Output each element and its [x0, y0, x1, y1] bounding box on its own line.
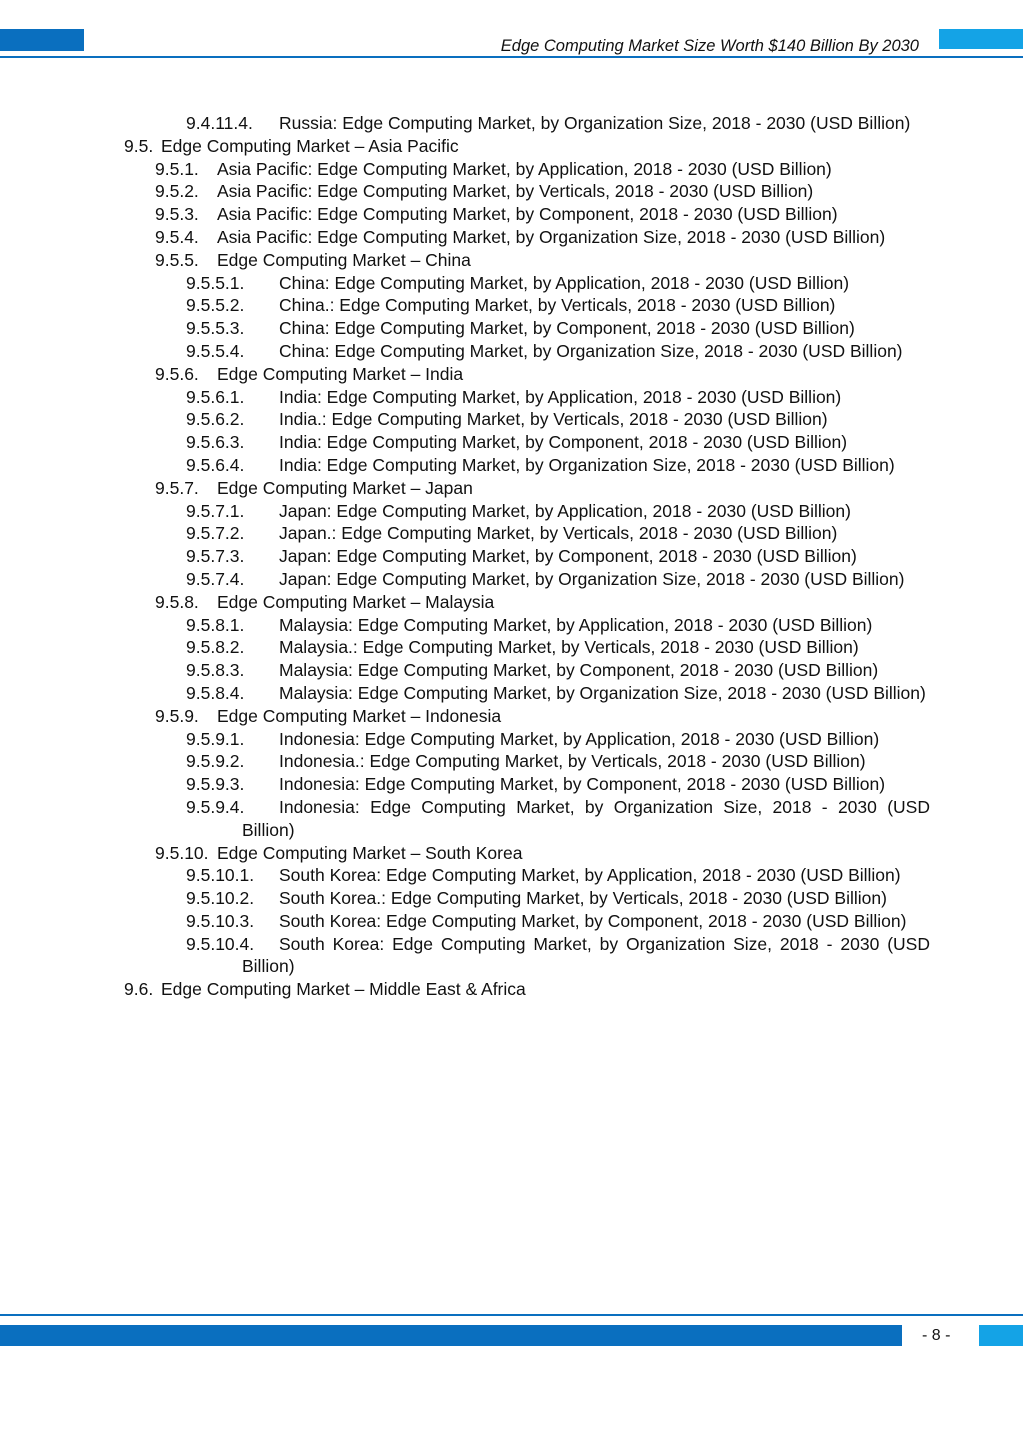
toc-entry-text: South Korea: Edge Computing Market, by Organization Size, 2018 - 2030 (USD Billion) — [242, 933, 930, 977]
toc-entry-text: Edge Computing Market – India — [217, 363, 464, 384]
toc-entry-number: 9.5.5.4. — [186, 340, 245, 361]
toc-entry — [0, 363, 1023, 386]
toc-entry-number: 9.5.6.4. — [186, 454, 245, 475]
toc-entry-number: 9.5.6. — [155, 363, 199, 384]
header-rule — [0, 56, 1023, 58]
toc-entry-number: 9.5.8.4. — [186, 682, 245, 703]
toc-entry — [0, 773, 1023, 796]
toc-entry — [0, 317, 1023, 340]
toc-entry-number: 9.5.6.3. — [186, 432, 245, 453]
toc-entry-number: 9.5.7.2. — [186, 523, 245, 544]
toc-entry-text: China: Edge Computing Market, by Organization Size, 2018 - 2030 (USD Billion) — [279, 340, 903, 361]
toc-entry-number: 9.5.1. — [155, 158, 199, 179]
toc-entry-number: 9.5.9.1. — [186, 728, 245, 749]
toc-entry — [0, 203, 1023, 226]
toc-entry — [0, 180, 1023, 203]
toc-entry-text: Asia Pacific: Edge Computing Market, by Organization Size, 2018 - 2030 (USD Billion) — [217, 226, 886, 247]
toc-entry — [0, 477, 1023, 500]
page-number: - 8 - — [922, 1327, 951, 1344]
toc-entry-text: Indonesia: Edge Computing Market, by Component, 2018 - 2030 (USD Billion) — [279, 774, 886, 795]
toc-entry — [0, 591, 1023, 614]
toc-entry — [0, 408, 1023, 431]
header-accent-bar-left — [0, 29, 84, 51]
toc-entry-number: 9.5.3. — [155, 204, 199, 225]
toc-entry — [0, 135, 1023, 158]
toc-entry-number: 9.5.6.2. — [186, 409, 245, 430]
toc-entry-text: Edge Computing Market – Malaysia — [217, 591, 495, 612]
toc-entry-number: 9.5.5.1. — [186, 272, 245, 293]
toc-entry-text: Asia Pacific: Edge Computing Market, by Verticals, 2018 - 2030 (USD Billion) — [217, 181, 814, 202]
toc-entry-number: 9.5.8. — [155, 591, 199, 612]
toc-entry-number: 9.5.10. — [155, 842, 209, 863]
toc-entry — [0, 864, 1023, 887]
table-of-contents — [0, 112, 1023, 1001]
footer-rule — [0, 1314, 1023, 1316]
toc-entry-text: South Korea: Edge Computing Market, by Application, 2018 - 2030 (USD Billion) — [279, 865, 901, 886]
toc-entry-number: 9.5.5.3. — [186, 318, 245, 339]
toc-entry-number: 9.5.9.2. — [186, 751, 245, 772]
toc-entry-text: Malaysia: Edge Computing Market, by Component, 2018 - 2030 (USD Billion) — [279, 660, 879, 681]
toc-entry-text: Malaysia.: Edge Computing Market, by Verticals, 2018 - 2030 (USD Billion) — [279, 637, 859, 658]
toc-entry-text: Edge Computing Market – China — [217, 249, 471, 270]
toc-entry — [0, 682, 1023, 705]
toc-entry-text: Edge Computing Market – South Korea — [217, 842, 523, 863]
toc-entry-text: India: Edge Computing Market, by Organization Size, 2018 - 2030 (USD Billion) — [279, 454, 895, 475]
toc-entry — [0, 522, 1023, 545]
toc-entry — [0, 500, 1023, 523]
footer-accent-band — [0, 1325, 902, 1346]
toc-entry — [0, 659, 1023, 682]
toc-entry — [0, 545, 1023, 568]
toc-entry-text: India: Edge Computing Market, by Application, 2018 - 2030 (USD Billion) — [279, 386, 842, 407]
toc-entry-text: China: Edge Computing Market, by Component, 2018 - 2030 (USD Billion) — [279, 318, 855, 339]
toc-entry — [0, 294, 1023, 317]
toc-entry-text: Asia Pacific: Edge Computing Market, by Application, 2018 - 2030 (USD Billion) — [217, 158, 832, 179]
toc-entry — [0, 454, 1023, 477]
toc-entry — [0, 728, 1023, 751]
toc-entry-text: Edge Computing Market – Middle East & Africa — [161, 979, 526, 1000]
toc-entry-number: 9.5.10.2. — [186, 888, 255, 909]
toc-entry-number: 9.5.7.4. — [186, 568, 245, 589]
toc-entry-number: 9.5. — [124, 135, 154, 156]
toc-entry — [0, 910, 1023, 933]
toc-entry-number: 9.5.7.3. — [186, 546, 245, 567]
toc-entry-text: Japan: Edge Computing Market, by Application, 2018 - 2030 (USD Billion) — [279, 500, 851, 521]
toc-entry-text: Edge Computing Market – Indonesia — [217, 705, 502, 726]
toc-entry-text: China.: Edge Computing Market, by Verticals, 2018 - 2030 (USD Billion) — [279, 295, 836, 316]
header-accent-bar-right — [939, 29, 1023, 49]
toc-entry-text: China: Edge Computing Market, by Application, 2018 - 2030 (USD Billion) — [279, 272, 850, 293]
header-title: Edge Computing Market Size Worth $140 Billion By 2030 — [500, 37, 919, 55]
toc-entry-number: 9.6. — [124, 979, 154, 1000]
toc-entry — [0, 614, 1023, 637]
toc-entry-number: 9.5.9.3. — [186, 774, 245, 795]
toc-entry — [0, 842, 1023, 865]
toc-entry — [0, 249, 1023, 272]
footer-accent-block-right — [979, 1325, 1023, 1346]
toc-entry-number: 9.5.2. — [155, 181, 199, 202]
toc-entry — [0, 887, 1023, 910]
toc-entry-text: Russia: Edge Computing Market, by Organization Size, 2018 - 2030 (USD Billion) — [279, 113, 911, 133]
toc-entry-text: South Korea.: Edge Computing Market, by Verticals, 2018 - 2030 (USD Billion) — [279, 888, 887, 909]
toc-entry-number: 9.5.7.1. — [186, 500, 245, 521]
toc-entry-number: 9.5.5.2. — [186, 295, 245, 316]
toc-entry-text: Edge Computing Market – Asia Pacific — [161, 135, 459, 156]
toc-entry — [0, 272, 1023, 295]
toc-entry-text: Edge Computing Market – Japan — [217, 477, 473, 498]
toc-entry-number: 9.5.9. — [155, 705, 199, 726]
toc-entry — [0, 796, 1023, 842]
toc-entry-number: 9.5.8.1. — [186, 614, 245, 635]
toc-entry-text: Japan: Edge Computing Market, by Organization Size, 2018 - 2030 (USD Billion) — [279, 568, 905, 589]
toc-entry-number: 9.4.11.4. — [186, 113, 253, 133]
toc-entry-number: 9.5.8.3. — [186, 660, 245, 681]
toc-entry — [0, 933, 1023, 979]
toc-entry — [0, 112, 1023, 135]
toc-entry-number: 9.5.10.1. — [186, 865, 255, 886]
toc-entry — [0, 226, 1023, 249]
toc-entry — [0, 340, 1023, 363]
toc-entry-number: 9.5.5. — [155, 249, 199, 270]
toc-entry-text: Indonesia: Edge Computing Market, by Organization Size, 2018 - 2030 (USD Billion) — [242, 796, 930, 840]
toc-entry-text: India.: Edge Computing Market, by Verticals, 2018 - 2030 (USD Billion) — [279, 409, 828, 430]
toc-entry — [0, 158, 1023, 181]
toc-entry — [0, 750, 1023, 773]
toc-entry-text: Indonesia.: Edge Computing Market, by Verticals, 2018 - 2030 (USD Billion) — [279, 751, 866, 772]
toc-entry-number: 9.5.10.4. — [186, 933, 255, 954]
toc-entry-number: 9.5.6.1. — [186, 386, 245, 407]
toc-entry-text: Asia Pacific: Edge Computing Market, by Component, 2018 - 2030 (USD Billion) — [217, 204, 838, 225]
toc-entry-text: Malaysia: Edge Computing Market, by Organization Size, 2018 - 2030 (USD Billion) — [279, 682, 926, 703]
toc-entry-text: Indonesia: Edge Computing Market, by Application, 2018 - 2030 (USD Billion) — [279, 728, 880, 749]
toc-entry — [0, 978, 1023, 1001]
toc-entry — [0, 568, 1023, 591]
toc-entry-number: 9.5.4. — [155, 226, 199, 247]
toc-entry-number: 9.5.8.2. — [186, 637, 245, 658]
toc-entry-text: South Korea: Edge Computing Market, by Component, 2018 - 2030 (USD Billion) — [279, 910, 907, 931]
toc-entry-text: Japan: Edge Computing Market, by Component, 2018 - 2030 (USD Billion) — [279, 546, 857, 567]
toc-entry — [0, 636, 1023, 659]
toc-entry — [0, 386, 1023, 409]
toc-entry-number: 9.5.9.4. — [186, 796, 245, 817]
toc-entry-number: 9.5.10.3. — [186, 910, 255, 931]
toc-entry — [0, 705, 1023, 728]
toc-entry — [0, 431, 1023, 454]
toc-entry-number: 9.5.7. — [155, 477, 199, 498]
toc-entry-text: Malaysia: Edge Computing Market, by Application, 2018 - 2030 (USD Billion) — [279, 614, 873, 635]
toc-entry-text: India: Edge Computing Market, by Component, 2018 - 2030 (USD Billion) — [279, 432, 848, 453]
toc-entry-text: Japan.: Edge Computing Market, by Verticals, 2018 - 2030 (USD Billion) — [279, 523, 838, 544]
